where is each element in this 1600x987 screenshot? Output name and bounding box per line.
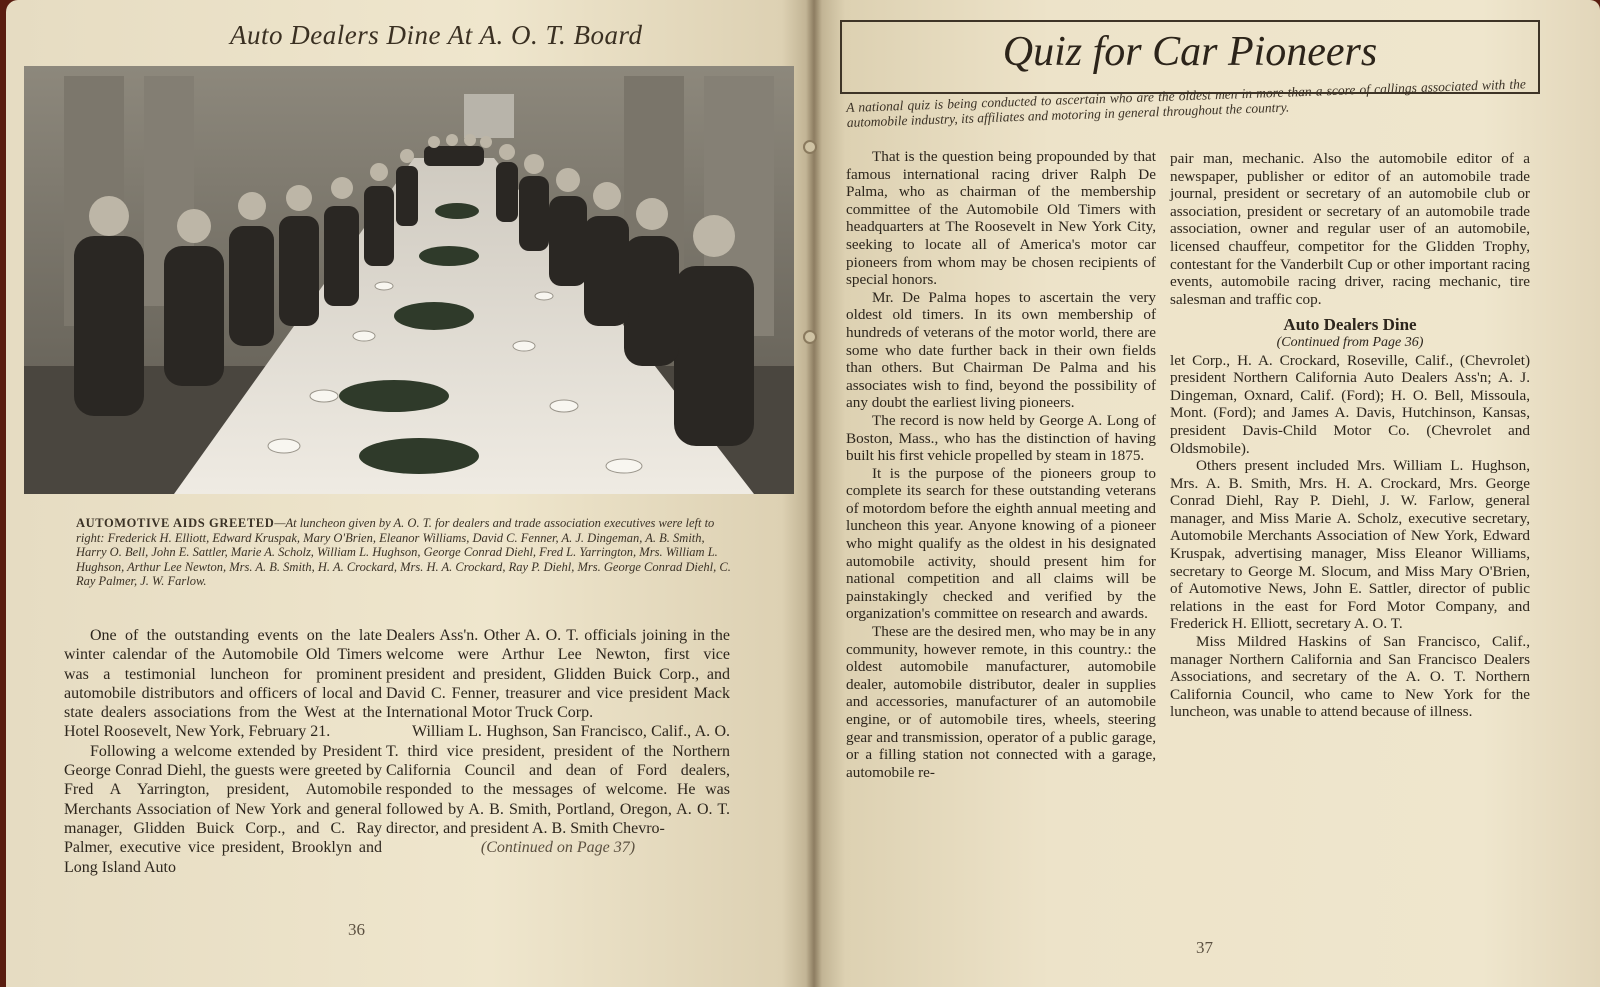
banquet-photo xyxy=(24,66,794,494)
paragraph: The record is now held by George A. Long of Boston, Mass., who has the distinction of having built his first vehicle propelled by steam in 1875. xyxy=(846,411,1156,465)
right-column-2 xyxy=(1170,150,1530,721)
article-title: Quiz for Car Pioneers xyxy=(1002,29,1378,75)
photo-caption xyxy=(76,516,736,589)
caption-lead: AUTOMOTIVE AIDS GREETED xyxy=(76,516,275,530)
section-subhead: Auto Dealers Dine xyxy=(1283,315,1417,335)
intro-text: A national quiz is being conducted to ascertain who are the oldest men in more than a score of callings associated with the automobile industry, its affiliates and motoring in general throughout the country. xyxy=(846,76,1527,130)
page-number: 37 xyxy=(1196,938,1213,957)
caption-text: —At luncheon given by A. O. T. for dealers and trade association executives were left to right: Frederick H. Elliott, Edward Kruspak, Mary O'Brien, Eleanor Williams, David C. Fenner, A. J. Dingeman, A. B. Smith, Harry O. Bell, John E. Sattler, Marie A. Scholz, William L. Hughson, George Conrad Diehl, Fred L. Yarrington, Mrs. William L. Hughson, Arthur Lee Newton, Mrs. A. B. Smith, H. A. Crockard, Mrs. H. A. Crockard, Ray P. Diehl, Mrs. George Conrad Diehl, C. Ray Palmer, J. W. Farlow. xyxy=(76,516,731,588)
paragraph: Dealers Ass'n. Other A. O. T. officials joining in the welcome were Arthur Lee Newton, first vice president and president, Glidden Buick Corp., and David C. Fenner, treasurer and vice president Mack International Motor Truck Corp. xyxy=(386,627,730,722)
paragraph: let Corp., H. A. Crockard, Roseville, Calif., (Chevrolet) president Northern California Auto Dealers Ass'n; A. J. Dingeman, Oxnard, Calif. (Ford); H. O. Bell, Missoula, Mont. (Ford); and James A. Davis, Hutchinson, Kansas, president Davis-Child Motor Co. (Chevrolet and Oldsmobile). xyxy=(1170,351,1530,457)
paragraph: Following a welcome extended by President George Conrad Diehl, the guests were greeted by Fred A Yarrington, president, Automobile Merchants Association of New York and general manager, Glidden Buick Corp., and C. Ray Palmer, executive vice president, Brooklyn and Long Island Auto xyxy=(64,742,382,876)
binding-staple xyxy=(803,140,817,154)
continued-from-note: (Continued from Page 36) xyxy=(1276,334,1424,350)
continued-note: (Continued on Page 37) xyxy=(480,839,636,857)
paragraph: pair man, mechanic. Also the automobile editor of a newspaper, publisher or editor of an automobile trade journal, president or secretary of an automobile club or association, president or secretary of an automobile trade association, owner and regular user of an automobile, licensed chauffeur, competitor for the Glidden Trophy, contestant for the Vanderbilt Cup or other important racing events, automobile racing driver, racing mechanic, tire salesman and traffic cop. xyxy=(1170,150,1530,308)
paragraph: These are the desired men, who may be in any community, however remote, in this country.: the oldest automobile manufacturer, automobile dealer, automobile distributor, dealer in supplies and accessories, manufacturer of an automobile engine, or of automobile tires, wheels, steering gear and transmission, operator of a public garage, or a filling station not connected with a garage, automobile re- xyxy=(846,623,1156,781)
left-column-2 xyxy=(386,626,730,858)
paragraph: It is the purpose of the pioneers group to complete its search for these outstanding veterans of motordom before the eighth annual meeting and luncheon this year. Anyone knowing of a pioneer who might qualify as the oldest in his designated automobile activity, should present him for national competition and all claims will be painstakingly checked and verified by the organization's committee on research and awards. xyxy=(846,464,1156,623)
left-column-1 xyxy=(64,626,382,877)
paragraph: William L. Hughson, San Francisco, Calif., A. O. T. third vice president, president of the Northern California Council and dean of Ford dealers, responded to the messages of welcome. He was followed by A. B. Smith, Portland, Oregon, A. O. T. director, and president A. B. Smith Chevro- xyxy=(386,723,730,837)
paragraph: That is the question being propounded by that famous international racing driver Ralph De Palma, who as chairman of the membership committee of the Automobile Old Timers with headquarters at The Roosevelt in New York City, seeking to locate all of America's motor car pioneers from whom may be chosen recipients of special honors. xyxy=(846,148,1156,289)
article-headline: Auto Dealers Dine At A. O. T. Board xyxy=(230,20,643,50)
paragraph: Mr. De Palma hopes to ascertain the very oldest old timers. In its own membership of hundreds of veterans of the motor world, there are some who date further back in their own fields than others. But Chairman De Palma and his associates wish to find, beyond the possibility of any doubt the earliest living pioneers. xyxy=(846,288,1156,412)
paragraph: Others present included Mrs. William L. Hughson, Mrs. A. B. Smith, Mrs. H. A. Crockard, Mrs. George Conrad Diehl, Ray P. Diehl, J. W. Farlow, general manager, and Miss Marie A. Scholz, executive secretary, Automobile Merchants Association of New York, Edward Kruspak, advertising manager, Miss Eleanor Williams, secretary to George M. Slocum, and Miss Mary O'Brien, of Automotive News, John E. Sattler, director of public relations in the east for Ford Motor Company, and Frederick H. Elliott, secretary A. O. T. xyxy=(1170,457,1530,633)
right-column-1 xyxy=(846,148,1156,781)
paragraph: One of the outstanding events on the late winter calendar of the Automobile Old Timers was a testimonial luncheon for prominent automobile distributors and officers of local and state dealers associations from the West at the Hotel Roosevelt, New York, February 21. xyxy=(64,627,382,741)
paragraph: Miss Mildred Haskins of San Francisco, Calif., manager Northern California and San Francisco Dealers Associations, and secretary of the A. O. T. Northern California Council, who came to New York for the luncheon, was unable to attend because of illness. xyxy=(1170,633,1530,721)
page-number: 36 xyxy=(348,920,365,939)
binding-staple xyxy=(803,330,817,344)
